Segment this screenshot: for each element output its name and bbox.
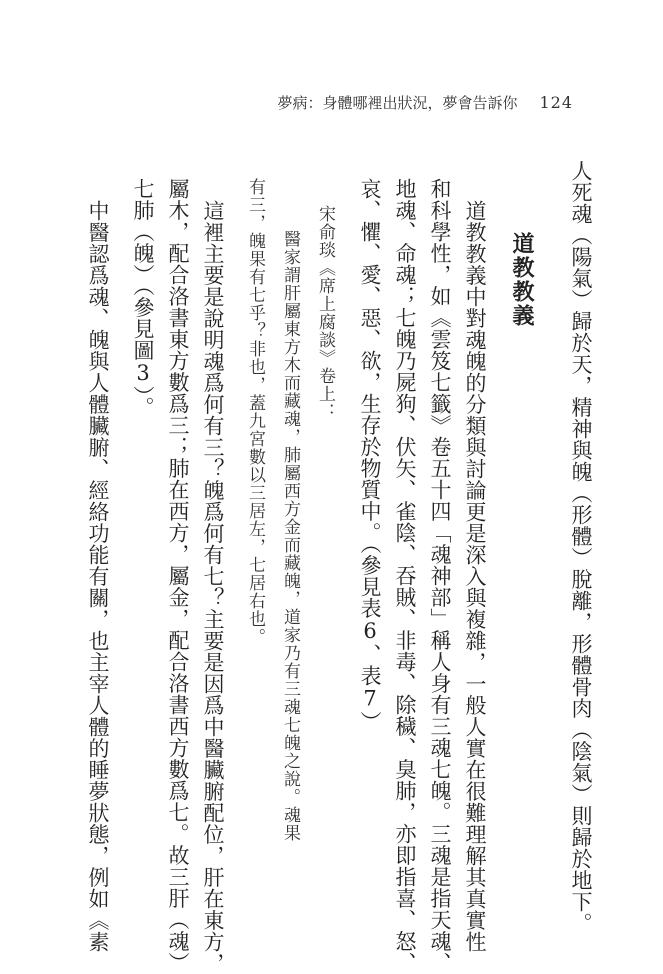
paragraph-column-9: 中醫認爲魂、魄與人體臟腑、經絡功能有關，也主宰人體的睡夢狀態，例如《素 <box>86 200 110 953</box>
page-number: 124 <box>539 93 573 112</box>
paragraph-column-1: 人死魂（陽氣）歸於天，精神與魄（形體）脫離，形體骨肉（陰氣）則歸於地下。 <box>569 160 593 934</box>
paragraph-column-2: 道教教義中對魂魄的分類與討論更是深入與複雜，一般人實在很難理解其真實性 <box>463 200 487 953</box>
paragraph-column-8: 七肺（魄）（參見圖3）。 <box>131 178 155 418</box>
section-heading: 道教教義 <box>509 232 535 328</box>
quote-source: 宋俞琰《席上腐談》卷上： <box>315 205 335 421</box>
running-header <box>277 92 573 113</box>
paragraph-column-4: 地魂、命魂；七魄乃屍狗、伏矢、雀陰、吞賊、非毒、除穢、臭肺，亦即指喜、怒、 <box>393 178 417 974</box>
book-title: 夢病：身體哪裡出狀況，夢會告訴你 <box>277 94 518 112</box>
quote-column-2: 有三，魄果有七乎？非也，蓋九宮數以三居左，七居右也。 <box>245 178 265 646</box>
paragraph-column-5: 哀、懼、愛、惡、欲，生存於物質中。（參見表6、表7） <box>358 178 382 733</box>
paragraph-column-7: 屬木，配合洛書東方數爲三；肺在西方，屬金，配合洛書西方數爲七。故三肝（魂） <box>166 178 190 974</box>
paragraph-column-3: 和科學性，如《雲笈七籤》卷五十四「魂神部」稱人身有三魂七魄。三魂是指天魂、 <box>428 178 452 974</box>
paragraph-column-6: 這裡主要是說明魂爲何有三？魄爲何有七？主要是因爲中醫臟腑配位，肝在東方， <box>201 200 225 974</box>
quote-column-1: 醫家謂肝屬東方木而藏魂，肺屬西方金而藏魄，道家乃有三魂七魄之說。魂果 <box>280 230 300 842</box>
